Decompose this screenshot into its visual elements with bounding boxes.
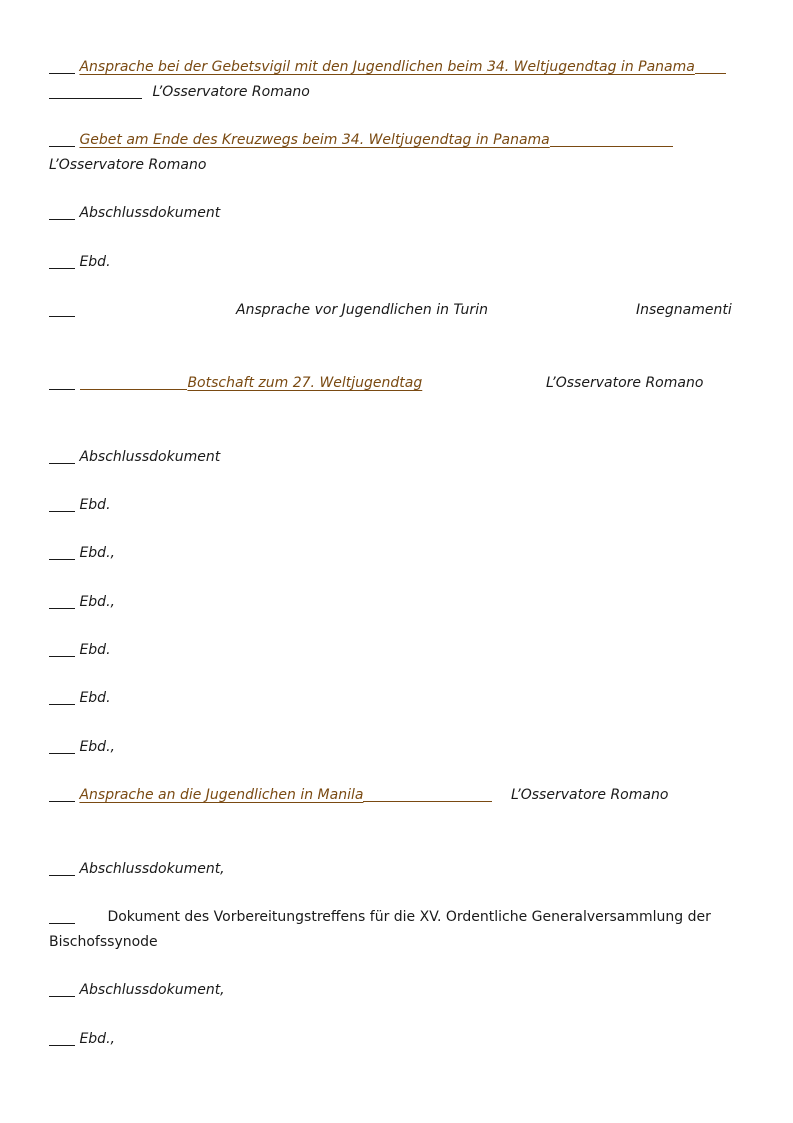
footnote-11	[49, 638, 739, 663]
footnote-5	[49, 298, 739, 323]
footnote-text: Abschlussdokument,	[79, 982, 225, 998]
footnote-number-blank	[49, 703, 75, 705]
footnote-number-blank	[49, 607, 75, 609]
link-underline-trail	[363, 800, 492, 802]
footnote-8	[49, 493, 739, 518]
footnote-text: Abschlussdokument,	[79, 861, 225, 877]
footnote-number-blank	[49, 752, 75, 754]
footnote-number-blank	[49, 267, 75, 269]
footnote-source: L’Osservatore Romano	[152, 84, 310, 100]
footnote-2	[49, 128, 739, 153]
footnote-7	[49, 445, 739, 470]
footnote-text: Ebd.	[79, 690, 111, 706]
footnote-source: Insegnamenti	[636, 302, 732, 318]
footnote-source: L’Osservatore Romano	[49, 157, 207, 173]
footnote-number-blank	[49, 72, 75, 74]
footnote-text: Ebd.	[79, 497, 111, 513]
footnote-16-continuation	[49, 930, 739, 955]
footnote-title: Ansprache vor Jugendlichen in Turin	[236, 302, 488, 318]
footnote-number-blank	[49, 462, 75, 464]
footnote-2-continuation	[49, 153, 739, 178]
link-underline-trail	[550, 145, 673, 147]
footnote-number-blank	[49, 1044, 75, 1046]
footnote-link[interactable]: Ansprache an die Jugendlichen in Manila	[79, 787, 364, 803]
footnote-text: Ebd.,	[79, 739, 115, 755]
footnote-text: Ebd.,	[79, 1031, 115, 1047]
link-underline-trail	[695, 72, 726, 74]
footnote-10	[49, 590, 739, 615]
footnote-6	[49, 371, 739, 396]
footnote-text: Abschlussdokument	[79, 449, 221, 465]
footnote-number-blank	[49, 655, 75, 657]
footnote-text: Ebd.	[79, 642, 111, 658]
underline-blank	[49, 97, 142, 99]
footnote-source: L’Osservatore Romano	[546, 375, 704, 391]
footnote-number-blank	[49, 558, 75, 560]
footnote-number-blank	[49, 922, 75, 924]
footnote-text: Ebd.,	[79, 545, 115, 561]
footnote-number-blank	[49, 874, 75, 876]
footnote-17	[49, 978, 739, 1003]
footnote-link[interactable]: Botschaft zum 27. Weltjugendtag	[187, 375, 423, 391]
footnote-12	[49, 686, 739, 711]
footnote-text: Dokument des Vorbereitungstreffens für die XV. Ordentliche Generalversammlung der	[107, 909, 711, 925]
footnote-1	[49, 55, 739, 80]
footnote-9	[49, 541, 739, 566]
footnote-text: Abschlussdokument	[79, 205, 221, 221]
footnote-4	[49, 250, 739, 275]
footnote-link[interactable]: Ansprache bei der Gebetsvigil mit den Jugendlichen beim 34. Weltjugendtag in Panama	[79, 59, 695, 75]
footnote-number-blank	[49, 145, 75, 147]
footnote-15	[49, 857, 739, 882]
footnote-13	[49, 735, 739, 760]
footnote-number-blank	[49, 218, 75, 220]
footnote-text: Ebd.	[79, 254, 111, 270]
footnote-text: Bischofssynode	[49, 934, 158, 950]
footnote-3	[49, 201, 739, 226]
footnote-link[interactable]: Gebet am Ende des Kreuzwegs beim 34. Weltjugendtag in Panama	[79, 132, 550, 148]
link-underline-lead	[80, 388, 187, 390]
footnote-source: L’Osservatore Romano	[511, 787, 669, 803]
footnote-number-blank	[49, 315, 75, 317]
footnote-14	[49, 783, 739, 808]
footnote-16	[49, 905, 739, 930]
footnote-number-blank	[49, 995, 75, 997]
footnote-number-blank	[49, 388, 75, 390]
footnote-number-blank	[49, 800, 75, 802]
footnote-text: Ebd.,	[79, 594, 115, 610]
footnote-1-continuation	[49, 80, 739, 105]
footnote-number-blank	[49, 510, 75, 512]
footnote-18	[49, 1027, 739, 1052]
